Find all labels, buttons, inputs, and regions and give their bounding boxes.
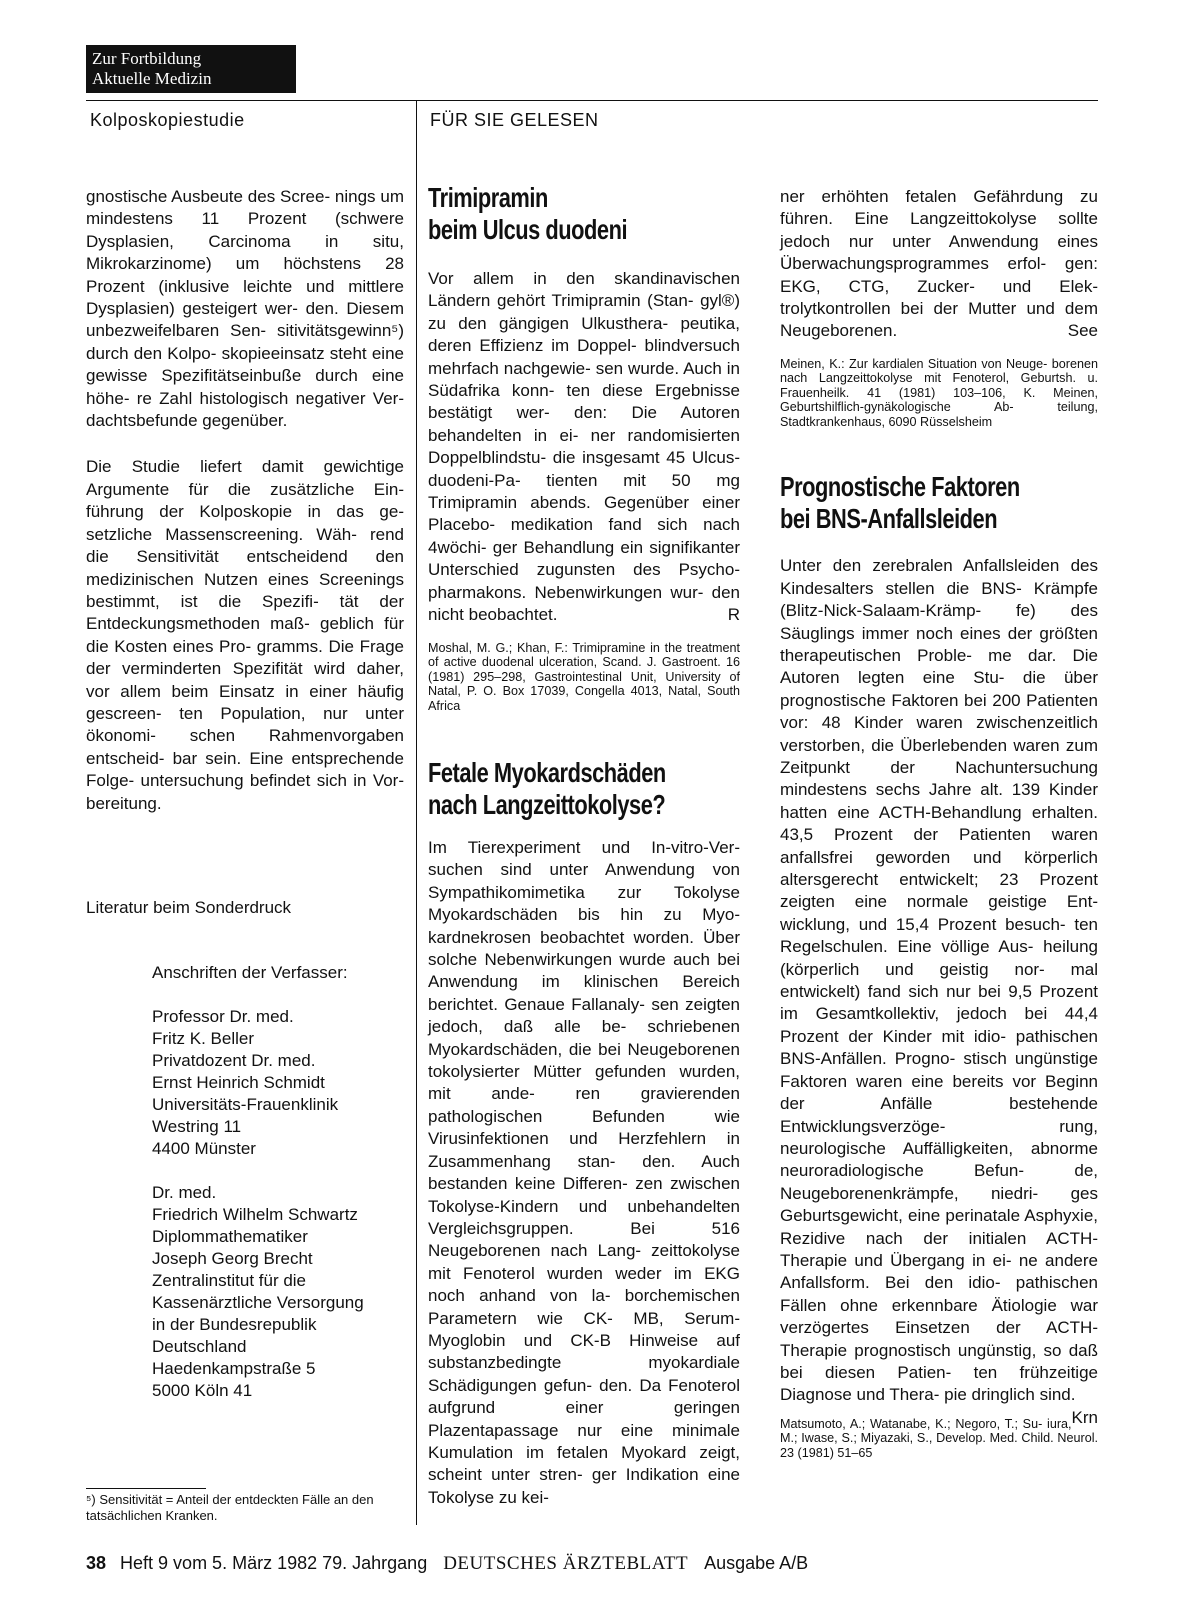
column-1: [86, 186, 404, 815]
title-line: beim Ulcus duodeni: [428, 214, 628, 245]
article-body-bns: [780, 555, 1098, 1427]
col1-paragraph-1: gnostische Ausbeute des Scree- nings um mindestens 11 Prozent (schwere Dysplasien, Carcinoma in situ, Mikrokarzinome) um höchstens 28 Prozent (inklusive leichte und mittlere Dysplasien) gesteigert wer- den. Diesem unbezweifelbaren Sen- sitivitätsgewinn⁵) durch den Kolpo- skopieeinsatz steht eine gewisse Spezifitätseinbuße durch eine höhe- re Zahl histologisch negativer Ver- dachtsbefunde gegenüber.: [86, 187, 404, 431]
title-line: Trimipramin: [428, 182, 548, 213]
column-divider: [416, 100, 417, 1525]
article-body-myokard-cont: [780, 186, 1098, 343]
page-footer: [86, 1553, 808, 1575]
footnote-rule: [86, 1488, 206, 1489]
author-signature: Krn: [1071, 1407, 1098, 1427]
address-line: in der Bundesrepublik: [152, 1315, 317, 1334]
address-line: Professor Dr. med.: [152, 1007, 294, 1026]
running-head-left: Kolposkopiestudie: [90, 110, 245, 130]
address-line: Fritz K. Beller: [152, 1029, 255, 1048]
literature-note: Literatur beim Sonderdruck: [86, 898, 292, 917]
address-line: [152, 1160, 364, 1182]
title-line: Fetale Myokardschäden: [428, 757, 666, 788]
address-line: Zentralinstitut für die: [152, 1271, 307, 1290]
badge-line-2: Aktuelle Medizin: [92, 69, 212, 88]
address-line: Haedenkampstraße 5: [152, 1359, 316, 1378]
title-line: nach Langzeittokolyse?: [428, 789, 666, 820]
section-badge: [86, 45, 296, 93]
address-line: Dr. med.: [152, 1183, 217, 1202]
address-line: Anschriften der Verfasser:: [152, 963, 348, 982]
address-line: Universitäts-Frauenklinik: [152, 1095, 339, 1114]
magazine-name: DEUTSCHES ÄRZTEBLATT: [443, 1553, 689, 1574]
author-signature: R: [727, 605, 740, 625]
column-3: [780, 186, 1098, 1460]
reference-bns: Matsumoto, A.; Watanabe, K.; Negoro, T.; Su- iura, M.; Iwase, S.; Miyazaki, S., Develop. Med. Child. Neurol. 23 (1981) 51–65: [780, 1416, 1098, 1460]
body-text: Vor allem in den skandinavischen Ländern gehört Trimipramin (Stan- gyl®) zu den gängigen Ulkusthera- peutika, deren Effizienz im Doppel- blindversuch mehrfach nachgewie- sen wurde. Auch in Südafrika konn- ten diese Ergebnisse bestätigt wer- den: Die Autoren behandelten in ei- ner randomisierten Doppelblindstu- die insgesamt 45 Ulcus-duodeni-Pa- tienten mit 50 mg Trimipramin abends. Gegenüber einer Placebo- medikation fand sich nach 4wöchi- ger Behandlung ein signifikanter Unterschied zugunsten des Psycho- pharmakons. Nebenwirkungen wur- den nicht beobachtet.: [428, 269, 740, 625]
address-line: Friedrich Wilhelm Schwartz: [152, 1205, 358, 1224]
body-text: ner erhöhten fetalen Gefährdung zu führen. Eine Langzeittokolyse sollte jedoch nur unter Anwendung eines Überwachungsprogrammes erfol- gen: EKG, CTG, Zucker- und Elek- trolytkontrollen bei der Mutter und dem Neugeborenen.: [780, 187, 1098, 341]
address-line: Ernst Heinrich Schmidt: [152, 1073, 325, 1092]
address-line: Deutschland: [152, 1337, 247, 1356]
title-line: bei BNS-Anfallsleiden: [780, 503, 998, 535]
page-number: 38: [86, 1553, 107, 1573]
address-line: Westring 11: [152, 1117, 242, 1136]
address-line: Diplommathematiker: [152, 1227, 308, 1246]
address-line: Kassenärztliche Versorgung: [152, 1293, 364, 1312]
address-line: Privatdozent Dr. med.: [152, 1051, 316, 1070]
running-head-right: FÜR SIE GELESEN: [430, 110, 599, 130]
footnote: ⁵) Sensitivität = Anteil der entdeckten Fälle an den tatsächlichen Kranken.: [86, 1492, 374, 1523]
address-line: Joseph Georg Brecht: [152, 1249, 313, 1268]
edition-info: Ausgabe A/B: [704, 1553, 809, 1573]
author-addresses: [152, 962, 364, 1402]
reference-trimipramin: Moshal, M. G.; Khan, F.: Trimipramine in the treatment of active duodenal ulceration, Scand. J. Gastroent. 16 (1981) 295–298, Gastrointestinal Unit, University of Natal, P. O. Box 17039, Congella 4013, Natal, South Africa: [428, 640, 740, 713]
address-line: [152, 984, 364, 1006]
col1-paragraph-2: Die Studie liefert damit gewichtige Argumente für die zusätzliche Ein- führung der Kolposkopie in das ge- setzliche Massenscreening. Wäh- rend die Sensitivität entscheidend den medizinischen Nutzen eines Screenings bestimmt, ist die Spezifi- tät der Entdeckungsmethoden maß- geblich für die Kosten eines Pro- gramms. Die Frage der verminderten Spezifität wird daher, vor allem beim Einsatz in einer häufig gescreen- ten Population, nur unter ökonomi- schen Rahmenvorgaben entscheid- bar sein. Eine entsprechende Folge- untersuchung befindet sich in Vor- bereitung.: [86, 457, 404, 813]
author-signature: See: [1067, 321, 1098, 341]
column-2: [428, 182, 740, 1509]
address-line: 4400 Münster: [152, 1139, 256, 1158]
badge-line-1: Zur Fortbildung: [92, 49, 202, 68]
article-title-trimipramin: [428, 182, 740, 246]
address-line: 5000 Köln 41: [152, 1381, 253, 1400]
title-line: Prognostische Faktoren: [780, 471, 1020, 503]
article-body-trimipramin: [428, 268, 740, 627]
article-body-myokard: Im Tierexperiment und In-vitro-Ver- suchen sind unter Anwendung von Sympathikomimetika zur Tokolyse Myokardschäden bis hin zu Myo- kardnekrosen beobachtet worden. Über solche Nebenwirkungen wurde auch bei Anwendung im klinischen Bereich berichtet. Genaue Fallanaly- sen zeigten jedoch, daß alle be- schriebenen Myokardschäden, die bei Neugeborenen tokolysierter Mütter gefunden wurden, mit ande- ren gravierenden pathologischen Befunden wie Virusinfektionen und Herzfehlern in Zusammenhang stan- den. Auch bestanden keine Differen- zen zwischen Tokolyse-Kindern und unbehandelten Vergleichsgruppen. Bei 516 Neugeborenen nach Lang- zeittokolyse mit Fenoterol wurden weder im EKG noch anhand von la- borchemischen Parametern wie CK- MB, Serum-Myoglobin und CK-B Hinweise auf substanzbedingte myokardiale Schädigungen gefun- den. Da Fenoterol aufgrund einer geringen Plazentapassage nur eine minimale Kumulation im fetalen Myokard zeigt, scheint unter stren- ger Indikation eine Tokolyse zu kei-: [428, 838, 740, 1507]
issue-info: Heft 9 vom 5. März 1982 79. Jahrgang: [120, 1553, 428, 1573]
article-title-myokard: [428, 757, 740, 821]
reference-myokard: Meinen, K.: Zur kardialen Situation von Neuge- borenen nach Langzeittokolyse mit Fenoterol, Geburtsh. u. Frauenheilk. 41 (1981) 103–106, K. Meinen, Geburtshilflich-gynäkologische Ab- teilung, Stadtkrankenhaus, 6090 Rüsselsheim: [780, 356, 1098, 429]
article-title-bns: [780, 471, 1097, 535]
body-text: Unter den zerebralen Anfallsleiden des Kindesalters stellen die BNS- Krämpfe (Blitz-Nick-Salaam-Krämp- fe) des Säuglings immer noch eines der größten therapeutischen Proble- me dar. Die Autoren legten eine Stu- die über prognostische Faktoren bei 200 Patienten vor: 48 Kinder waren zwischenzeitlich verstorben, die Überlebenden waren zum Zeitpunkt der Nachuntersuchung mindestens sechs Jahre alt. 139 Kinder hatten eine ACTH-Behandlung erhalten. 43,5 Prozent der Patienten waren anfallsfrei geworden und körperlich altersgerecht entwickelt; 23 Prozent zeigten eine normale geistige Ent- wicklung, und 15,4 Prozent besuch- ten Regelschulen. Eine völlige Aus- heilung (körperlich und geistig nor- mal entwickelt) fand sich nur bei 9,5 Prozent im Gesamtkollektiv, jedoch bei 44,4 Prozent der Kinder mit idio- pathischen BNS-Anfällen. Progno- stisch ungünstige Faktoren waren eine bereits vor Beginn der Anfälle bestehende Entwicklungsverzöge- rung, neurologische Auffälligkeiten, abnorme neuroradiologische Befun- de, Neugeborenenkrämpfe, niedri- ges Geburtsgewicht, eine perinatale Asphyxie, Rezidive nach der initialen ACTH-Therapie und Übergang in ei- ne andere Anfallsform. Bei den idio- pathischen Fällen ohne erkennbare Ätiologie war verzögertes Einsetzen der ACTH-Therapie prognostisch ungünstig, so daß bei diesen Patien- ten frühzeitige Diagnose und Thera- pie dringlich sind.: [780, 556, 1098, 1405]
header-rule: [86, 100, 1098, 101]
